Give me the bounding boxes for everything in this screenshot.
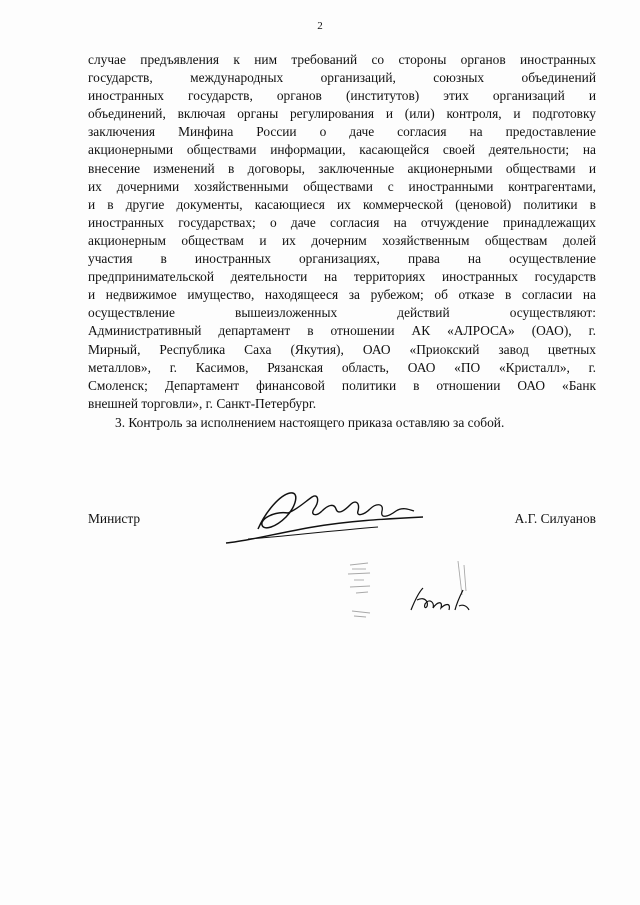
signatory-name: А.Г. Силуанов (514, 511, 596, 526)
text-line: объединений, включая органы регулирования и (или) контроля, и подготовку (88, 106, 596, 122)
text-line: и недвижимое имущество, находящееся за рубежом; об отказе в согласии на (88, 287, 596, 303)
text-line: Мирный, Республика Саха (Якутия), ОАО «Приокский завод цветных (88, 341, 596, 357)
paragraph-3: 3. Контроль за исполнением настоящего приказа оставляю за собой. (115, 414, 505, 430)
text-line: иностранных государствах; о даче согласия на отчуждение принадлежащих (88, 214, 596, 230)
text-line: внесение изменений в договоры, заключенные акционерными обществами и (88, 160, 596, 176)
body-text (88, 51, 596, 432)
text-line: осуществление вышеизложенных действий осуществляют: (88, 305, 596, 321)
text-line: участия в иностранных организациях, права на осуществление (88, 251, 596, 267)
text-line: их дочерними хозяйственными обществами с иностранными контрагентами, (88, 178, 596, 194)
text-line: внешней торговли», г. Санкт-Петербург. (88, 395, 317, 411)
handwritten-initials (405, 580, 475, 620)
text-line: иностранных государств, органов (институтов) этих организаций и (88, 88, 596, 104)
text-line: акционерными обществами информации, касающейся своей деятельности; на (88, 142, 596, 158)
text-line: металлов», г. Касимов, Рязанская область, ОАО «ПО «Кристалл», г. (88, 359, 596, 375)
text-line: Смоленск; Департамент финансовой политики в отношении ОАО «Банк (88, 377, 596, 393)
text-line: Административный департамент в отношении АК «АЛРОСА» (ОАО), г. (88, 323, 596, 339)
text-line: акционерным обществам и их дочерним хозяйственным обществам долей (88, 232, 596, 248)
text-line: случае предъявления к ним требований со стороны органов иностранных (88, 52, 596, 67)
page-number: 2 (317, 20, 323, 32)
text-line: предпринимательской деятельности на территориях иностранных государств (88, 269, 596, 285)
text-line: и в другие документы, касающиеся их коммерческой (ценовой) политики в (88, 196, 596, 212)
text-line: заключения Минфина России о даче согласия на предоставление (88, 124, 596, 140)
handwritten-signature (218, 481, 428, 553)
signatory-title: Министр (88, 511, 141, 526)
text-line: государств, международных организаций, союзных объединений (88, 70, 596, 86)
